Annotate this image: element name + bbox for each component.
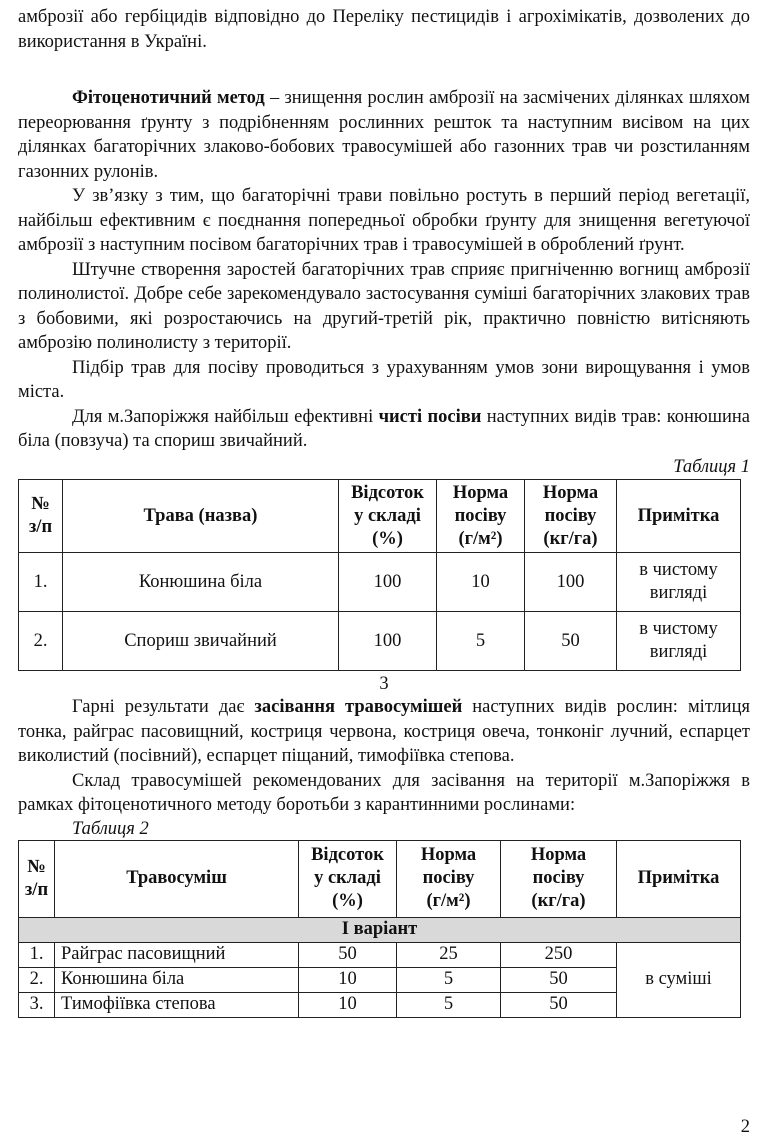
cell-num: 2. [19,612,63,671]
paragraph-artificial-stands: Штучне створення заростей багаторічних трав сприяє пригніченню вогнищ амброзії полинолистої. Добре себе зарекомендувало застосування суміші багаторічних злакових трав з бобовими, які розростаючись на другий-третій рік, практично повністю витісняють амброзію полинолисту з території. [18,259,750,353]
header-norm-kg: Норма посіву (кг/га) [525,480,617,553]
document-page [18,0,750,1018]
paragraph-mixture-composition: Склад травосумішей рекомендованих для засівання на території м.Запоріжжя в рамках фітоценотичного методу боротьби з карантинними рослинами: [18,770,750,815]
cell-percent: 100 [339,612,437,671]
cell-norm-g: 10 [437,553,525,612]
paragraph-text: – знищення рослин амброзії на засмічених ділянках шляхом переорювання ґрунту з подрібненням рослинних решток та наступним висівом на цих ділянках багаторічних злаково-бобових травосумішей або газонних трав чи розстиланням газонних рулонів. [18,88,750,182]
header-norm-g: Норма посіву (г/м²) [397,840,501,917]
paragraph-continuation: амброзії або гербіцидів відповідно до Переліку пестицидів і агрохімікатів, дозволених до використання в Україні. [18,7,750,52]
paragraph-pure-sowing [18,405,750,454]
cell-name: Конюшина біла [55,967,299,992]
table-row [19,553,741,612]
cell-norm-g: 5 [397,992,501,1017]
cell-note-merged: в суміші [617,942,741,1017]
inline-page-number: 3 [379,674,389,694]
cell-num: 1. [19,553,63,612]
table-row [19,942,741,967]
table1-caption: Таблиця 1 [673,456,750,477]
paragraph-vegetation: У зв’язку з тим, що багаторічні трави повільно ростуть в перший період вегетації, найбільш ефективним є поєднання попередньої обробки ґрунту для знищення вегетуючої амброзії з наступним посівом багаторічних трав і травосумішей в оброблений ґрунт. [18,186,750,255]
header-num: № з/п [19,480,63,553]
cell-norm-kg: 50 [501,967,617,992]
header-name: Трава (назва) [63,480,339,553]
table-pure-sowing [18,479,741,671]
cell-name: Спориш звичайний [63,612,339,671]
cell-norm-g: 5 [397,967,501,992]
page-number: 2 [740,1117,750,1137]
term-phytocenotic-method: Фітоценотичний метод [72,88,265,108]
cell-name: Райграс пасовищний [55,942,299,967]
paragraph-text: наступних видів рослин: мітлиця тонка, райграс пасовищний, костриця червона, костриця овеча, тонконіг лучний, еспарцет виколистий (посівний), еспарцет піщаний, тимофіївка степова. [18,697,750,766]
header-note: Примітка [617,840,741,917]
cell-norm-kg: 50 [525,612,617,671]
table-variant-row [19,917,741,942]
table2-caption: Таблиця 2 [72,818,149,839]
header-norm-g: Норма посіву (г/м²) [437,480,525,553]
cell-norm-g: 5 [437,612,525,671]
table-header-row [19,480,741,553]
paragraph-grass-mixtures [18,695,750,769]
cell-percent: 50 [299,942,397,967]
cell-norm-kg: 100 [525,553,617,612]
table-header-row [19,840,741,917]
cell-norm-kg: 250 [501,942,617,967]
paragraph-grass-selection: Підбір трав для посіву проводиться з урахуванням умов зони вирощування і умов міста. [18,357,750,402]
variant-label: І варіант [19,917,741,942]
header-percent: Відсоток у складі (%) [339,480,437,553]
table-grass-mixtures [18,840,741,1018]
header-norm-kg: Норма посіву (кг/га) [501,840,617,917]
cell-num: 2. [19,967,55,992]
cell-percent: 10 [299,967,397,992]
cell-note: в чистому вигляді [617,553,741,612]
header-num: № з/п [19,840,55,917]
paragraph-text: наступних видів трав: конюшина біла (повзуча) та спориш звичайний. [18,406,750,451]
header-note: Примітка [617,480,741,553]
paragraph-text: Гарні результати дає [72,697,255,717]
cell-note: в чистому вигляді [617,612,741,671]
cell-percent: 10 [299,992,397,1017]
cell-percent: 100 [339,553,437,612]
cell-num: 3. [19,992,55,1017]
term-pure-sowing: чисті посіви [378,406,482,427]
header-name: Травосуміш [55,840,299,917]
term-grass-mixtures: засівання травосумішей [254,697,463,717]
paragraph-text: Для м.Запоріжжя найбільш ефективні [72,406,379,427]
header-percent: Відсоток у складі (%) [299,840,397,917]
cell-num: 1. [19,942,55,967]
cell-name: Тимофіївка степова [55,992,299,1017]
paragraph-phytocenotic-method [18,86,750,184]
cell-norm-kg: 50 [501,992,617,1017]
cell-norm-g: 25 [397,942,501,967]
table-row [19,612,741,671]
cell-name: Конюшина біла [63,553,339,612]
